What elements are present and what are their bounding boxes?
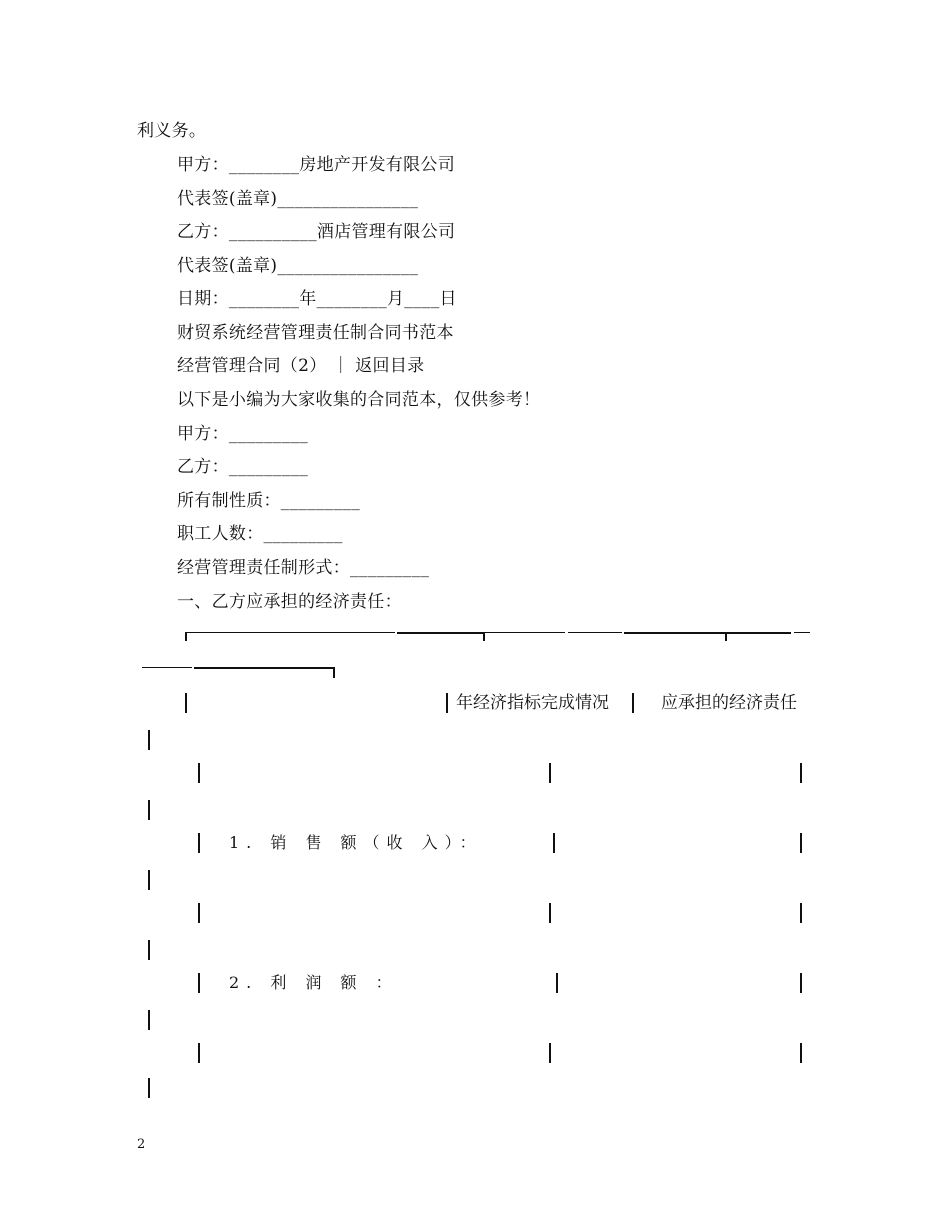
table-top-border-segment xyxy=(727,632,791,634)
table-wrapped-border xyxy=(148,1078,150,1098)
table-column-divider xyxy=(549,763,551,783)
contract-subheading: 经营管理合同（2） ｜ 返回目录 xyxy=(177,356,425,376)
table-top-border-segment xyxy=(568,632,622,633)
table-wrapped-border xyxy=(148,800,150,820)
intro-text: 以下是小编为大家收集的合同范本，仅供参考！ xyxy=(177,390,541,410)
section-one-heading: 一、乙方应承担的经济责任： xyxy=(177,592,402,612)
responsibility-form-line: 经营管理责任制形式：_________ xyxy=(177,558,430,578)
page-number: 2 xyxy=(137,1137,146,1152)
table-top-border-segment xyxy=(624,632,725,634)
table-left-border xyxy=(198,763,200,783)
table-top-tee xyxy=(483,632,485,641)
rep-sign-line-2: 代表签(盖章)________________ xyxy=(177,256,419,276)
table-right-border xyxy=(800,903,802,923)
table-row-profit: 2. 利 润 额 ： xyxy=(229,973,399,992)
table-header-responsibility: 应承担的经济责任 xyxy=(661,693,797,713)
contract-heading: 财贸系统经营管理责任制合同书范本 xyxy=(177,323,454,343)
staff-count-line: 职工人数：_________ xyxy=(177,524,343,544)
table-row-sales: 1. 销 售 额（收 入）： xyxy=(229,833,483,852)
date-line: 日期：________年________月____日 xyxy=(177,289,457,309)
table-top-border-segment xyxy=(794,632,810,633)
table-column-divider xyxy=(556,973,558,993)
table-column-divider xyxy=(549,1043,551,1063)
table-left-border xyxy=(185,693,187,713)
party-b-company-line: 乙方：__________酒店管理有限公司 xyxy=(177,222,456,242)
ownership-line: 所有制性质：_________ xyxy=(177,491,360,511)
table-column-divider xyxy=(549,903,551,923)
rep-sign-line-1: 代表签(盖章)________________ xyxy=(177,189,419,209)
table-top-border-segment xyxy=(194,667,334,669)
table-wrapped-border xyxy=(148,1010,150,1030)
party-b-line: 乙方：_________ xyxy=(177,457,309,477)
table-left-border xyxy=(198,1043,200,1063)
table-left-border xyxy=(198,973,200,993)
table-right-border xyxy=(800,973,802,993)
table-left-border xyxy=(198,903,200,923)
table-right-border xyxy=(800,763,802,783)
table-top-border-segment xyxy=(142,667,192,668)
table-right-border xyxy=(800,833,802,853)
table-corner-top-left xyxy=(185,632,187,641)
table-column-divider xyxy=(446,693,448,713)
party-a-line: 甲方：_________ xyxy=(177,424,309,444)
table-wrapped-border xyxy=(148,870,150,890)
table-wrapped-border xyxy=(148,940,150,960)
table-top-border-segment xyxy=(485,632,565,633)
table-wrapped-border xyxy=(148,730,150,750)
table-top-border-segment xyxy=(185,632,395,633)
continuation-text: 利义务。 xyxy=(137,121,207,141)
table-left-border xyxy=(198,833,200,853)
table-top-border-segment xyxy=(397,632,483,634)
table-corner-top-right xyxy=(333,667,335,678)
table-right-border xyxy=(800,1043,802,1063)
table-header-completion: 年经济指标完成情况 xyxy=(456,693,609,713)
table-column-divider xyxy=(632,693,634,713)
party-a-company-line: 甲方：________房地产开发有限公司 xyxy=(177,155,455,175)
table-column-divider xyxy=(553,833,555,853)
